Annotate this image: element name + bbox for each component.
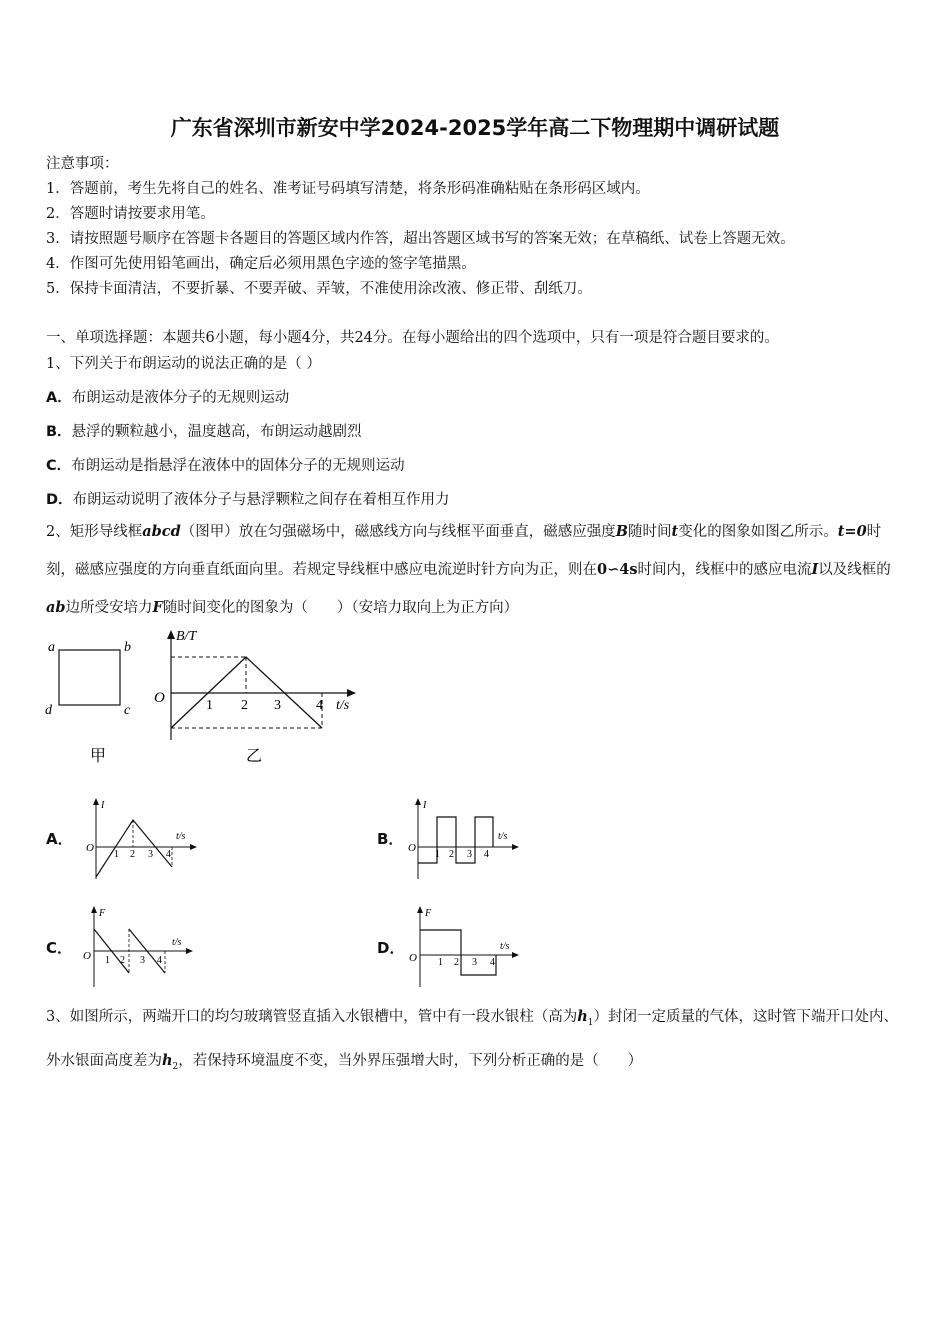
tick-label: 2	[454, 957, 459, 968]
current-curve	[418, 817, 493, 863]
figure-yi	[150, 625, 365, 770]
force-curve	[420, 930, 496, 975]
tick-label: 2	[130, 849, 135, 860]
x-axis-label: t/s	[498, 831, 508, 842]
figure-caption: 乙	[246, 748, 263, 765]
q2-option-a-graph	[82, 795, 202, 883]
x-axis-label: t/s	[500, 941, 510, 952]
question-3-stem: 3、如图所示，两端开口的均匀玻璃管竖直插入水银槽中，管中有一段水银柱（高为$h_1$）封闭一定质量的气体，这时管下端开口处内、外水银面高度差为$h_2$，若保持环境温度不变，当外界压强增大时，下列分析正确的是（ ）	[46, 1008, 899, 1072]
option-text: 布朗运动是指悬浮在液体中的固体分子的无规则运动	[71, 458, 405, 474]
tick-label: 2	[241, 698, 248, 713]
option-text: 布朗运动说明了液体分子与悬浮颗粒之间存在着相互作用力	[72, 492, 450, 508]
tick-label: 3	[467, 849, 472, 860]
tick-label: 3	[140, 955, 145, 966]
q1-option-a	[46, 386, 289, 407]
origin-label: O	[154, 690, 165, 706]
notice-item: 1．答题前，考生先将自己的姓名、准考证号码填写清楚，将条形码准确粘贴在条形码区域内。	[46, 181, 650, 197]
tick-label: 3	[274, 698, 281, 713]
option-label: B．	[46, 424, 72, 440]
origin-label: O	[86, 842, 94, 854]
tick-label: 4	[490, 957, 495, 968]
notice-heading: 注意事项：	[46, 156, 119, 172]
arrow-icon	[415, 798, 421, 805]
figure-caption: 甲	[90, 748, 107, 765]
arrow-icon	[93, 798, 99, 805]
arrow-icon	[512, 844, 519, 850]
tick-label: 4	[157, 955, 162, 966]
q1-option-c	[46, 454, 405, 475]
arrow-icon	[167, 630, 175, 639]
y-axis-label: F	[99, 908, 106, 919]
tick-label: 4	[484, 849, 489, 860]
notice-item: 3．请按照题号顺序在答题卡各题目的答题区域内作答，超出答题区域书写的答案无效；在草稿纸、试卷上答题无效。	[46, 231, 795, 247]
tick-label: 2	[449, 849, 454, 860]
q2-option-a-label: A．	[46, 830, 73, 848]
x-axis-label: t/s	[176, 831, 186, 842]
tick-label: 2	[120, 955, 125, 966]
page-title: 广东省深圳市新安中学2024-2025学年高二下物理期中调研试题	[170, 116, 780, 140]
y-axis-label: F	[425, 908, 432, 919]
q2-option-c-graph	[80, 903, 200, 991]
option-label: D．	[46, 492, 73, 508]
q2-option-d-graph	[406, 903, 526, 991]
arrow-icon	[186, 948, 193, 954]
q1-option-d	[46, 488, 450, 509]
tick-label: 4	[316, 698, 323, 713]
y-axis-label: I	[423, 800, 427, 811]
q2-option-d-label: D．	[377, 939, 405, 957]
option-label: A．	[46, 390, 72, 406]
tick-label: 1	[114, 849, 119, 860]
y-axis-label: B/T	[176, 629, 197, 644]
corner-label-a: a	[48, 640, 55, 655]
tick-label: 3	[472, 957, 477, 968]
corner-label-c: c	[124, 703, 131, 718]
origin-label: O	[83, 950, 91, 962]
option-label: C．	[46, 458, 72, 474]
question-1-stem: 1、下列关于布朗运动的说法正确的是（ ）	[46, 356, 321, 372]
tick-label: 1	[105, 955, 110, 966]
arrow-icon	[512, 952, 519, 958]
section-heading: 一、单项选择题：本题共6小题，每小题4分，共24分。在每小题给出的四个选项中，只有一项是符合题目要求的。	[46, 330, 779, 346]
notice-item: 2．答题时请按要求用笔。	[46, 206, 215, 222]
tick-label: 3	[148, 849, 153, 860]
question-2-stem: 2、矩形导线框abcd（图甲）放在匀强磁场中，磁感线方向与线框平面垂直，磁感应强度B随时间t变化的图象如图乙所示。t=0时刻，磁感应强度的方向垂直纸面向里。若规定导线框中感应电流逆时针方向为正，则在0∽4s时间内，线框中的感应电流I以及线框的ab边所受安培力F随时间变化的图象为（ ）（安培力取向上为正方向）	[46, 523, 891, 616]
corner-label-b: b	[124, 640, 131, 655]
x-axis-label: t/s	[336, 698, 350, 713]
q1-option-b	[46, 420, 362, 441]
arrow-icon	[417, 906, 423, 913]
tick-label: 1	[206, 698, 213, 713]
option-text: 布朗运动是液体分子的无规则运动	[71, 390, 290, 406]
arrow-icon	[91, 906, 97, 913]
y-axis-label: I	[101, 800, 105, 811]
loop-rectangle	[59, 650, 120, 705]
tick-label: 4	[166, 849, 171, 860]
arrow-icon	[190, 844, 197, 850]
arrow-icon	[347, 689, 356, 697]
q2-option-b-label: B．	[377, 830, 404, 848]
origin-label: O	[409, 952, 417, 964]
origin-label: O	[408, 842, 416, 854]
x-axis-label: t/s	[172, 937, 182, 948]
q2-option-c-label: C．	[46, 939, 73, 957]
figure-jia	[40, 632, 150, 772]
tick-label: 1	[435, 849, 440, 860]
corner-label-d: d	[45, 703, 52, 718]
option-text: 悬浮的颗粒越小，温度越高，布朗运动越剧烈	[71, 424, 362, 440]
notice-item: 5．保持卡面清洁，不要折暴、不要弄破、弄皱，不准使用涂改液、修正带、刮纸刀。	[46, 281, 592, 297]
notice-item: 4．作图可先使用铅笔画出，确定后必须用黑色字迹的签字笔描黑。	[46, 256, 476, 272]
tick-label: 1	[438, 957, 443, 968]
q2-option-b-graph	[404, 795, 524, 883]
